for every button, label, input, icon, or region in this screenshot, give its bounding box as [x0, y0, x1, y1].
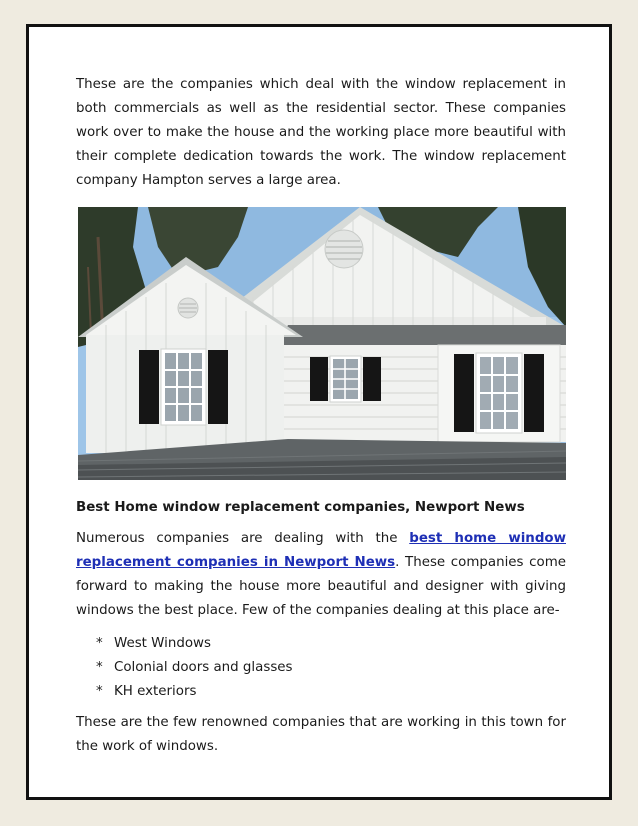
paragraph-lead-text: Numerous companies are dealing with the [76, 531, 410, 546]
section-heading: Best Home window replacement companies, Newport News [76, 500, 525, 515]
document-page [26, 24, 612, 800]
house-photo [78, 207, 566, 480]
paragraph-tail-text: . These companies come forward to making the house more beautiful and designer with giving windows the best place. Few of the companies dealing at this place are- [76, 555, 566, 618]
list-item [96, 632, 566, 656]
page-content [76, 73, 566, 759]
closing-paragraph: These are the few renowned companies that are working in this town for the work of windows. [76, 715, 566, 754]
bullet-marker: * [96, 660, 103, 675]
companies-list [76, 632, 566, 704]
intro-paragraph: These are the companies which deal with the window replacement in both commercials as well as the residential sector. These companies work over to make the house and the working place more beautiful with their complete dedication towards the work. The window replacement company Hampton serves a large area. [76, 77, 566, 188]
list-item [96, 656, 566, 680]
companies-link[interactable]: best home window replacement companies in Newport News [76, 531, 566, 570]
list-item [96, 680, 566, 704]
bullet-marker: * [96, 684, 103, 699]
companies-paragraph [76, 527, 566, 623]
company-name: KH exteriors [114, 684, 197, 699]
bullet-marker: * [96, 636, 103, 651]
company-name: West Windows [114, 636, 211, 651]
company-name: Colonial doors and glasses [114, 660, 293, 675]
